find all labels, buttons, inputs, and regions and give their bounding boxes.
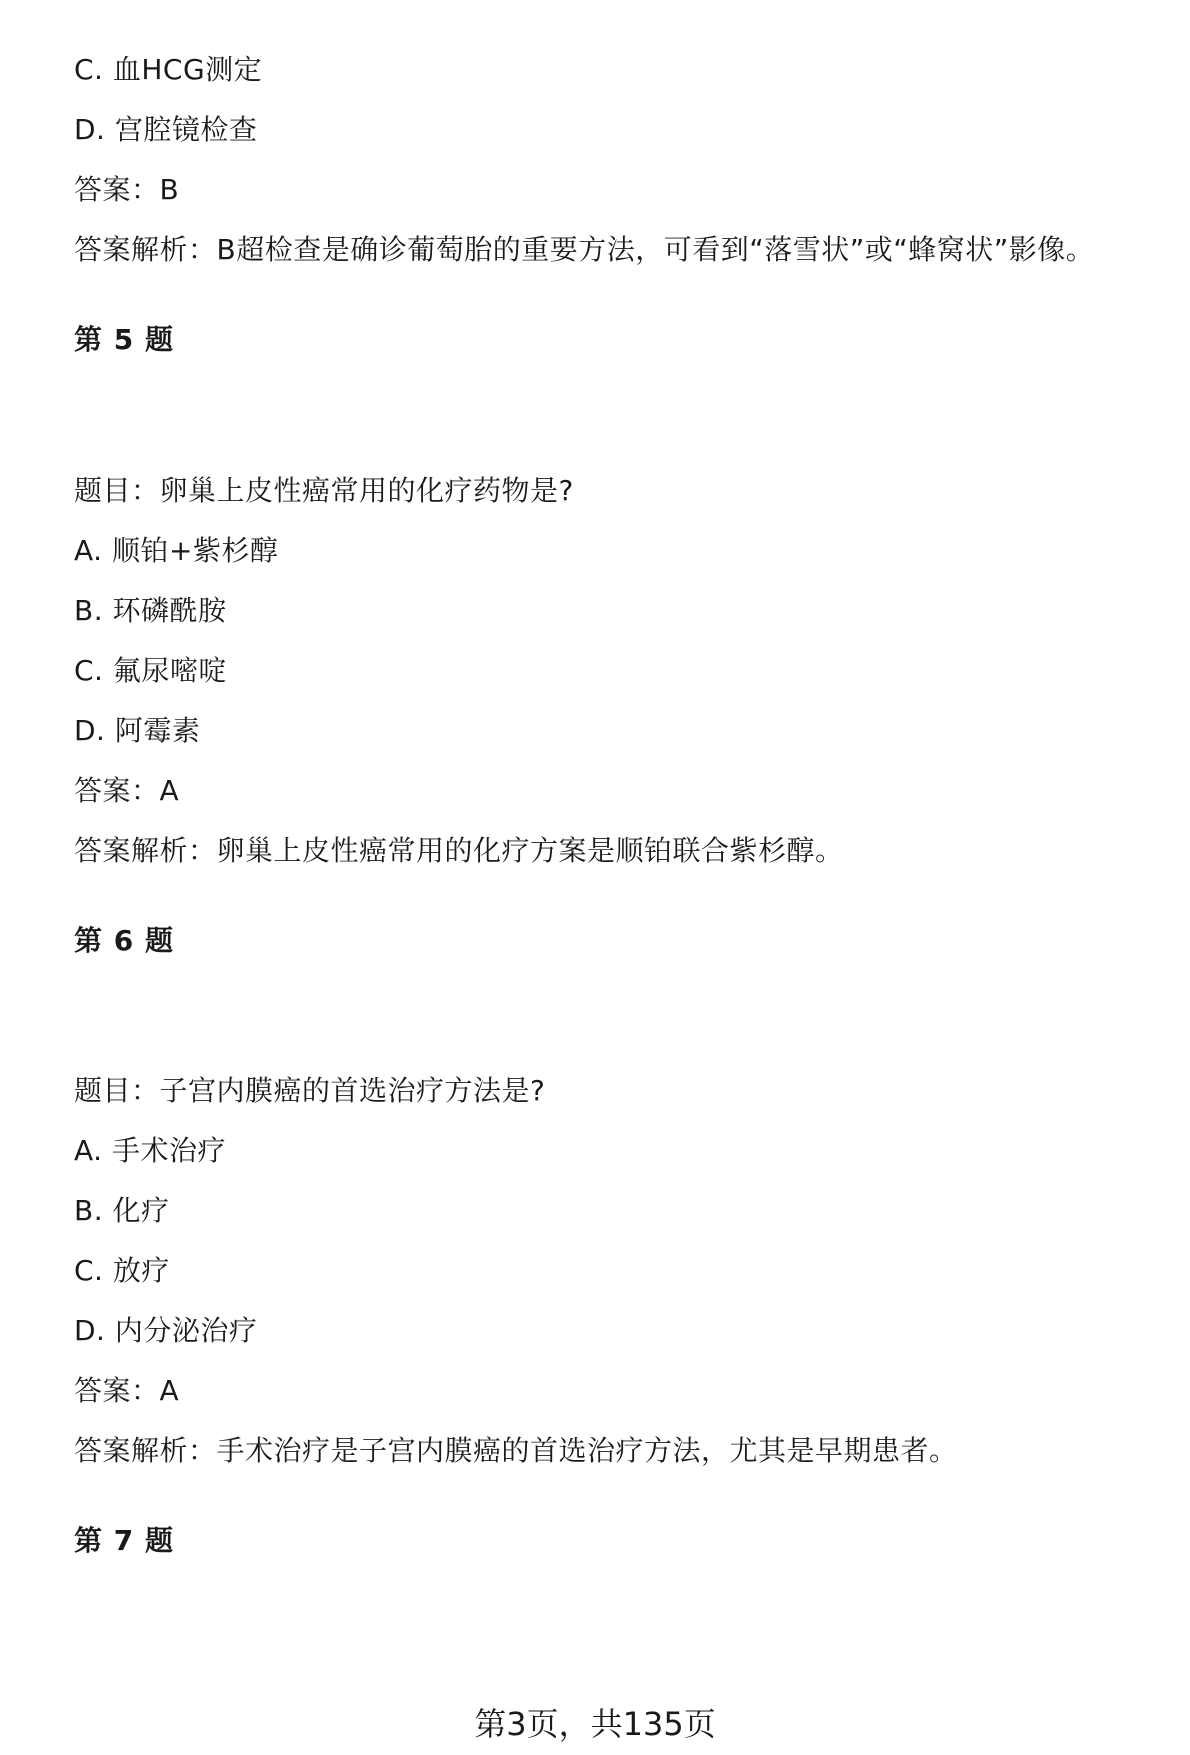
q5-option-b: B. 环磷酰胺 (74, 594, 227, 627)
q5-question: 题目：卵巢上皮性癌常用的化疗药物是? (74, 474, 574, 507)
q4-answer: 答案：B (74, 173, 180, 206)
q5-answer: 答案：A (74, 774, 180, 807)
q6-answer: 答案：A (74, 1374, 180, 1407)
q6-option-c: C. 放疗 (74, 1254, 170, 1287)
q5-option-c: C. 氟尿嘧啶 (74, 654, 227, 687)
q6-option-b: B. 化疗 (74, 1194, 170, 1227)
q5-option-a: A. 顺铂+紫杉醇 (74, 534, 279, 567)
q5-analysis: 答案解析：卵巢上皮性癌常用的化疗方案是顺铂联合紫杉醇。 (74, 834, 844, 867)
q6-analysis: 答案解析：手术治疗是子宫内膜癌的首选治疗方法，尤其是早期患者。 (74, 1434, 958, 1467)
q7-heading: 第 7 题 (74, 1524, 174, 1557)
q6-option-a: A. 手术治疗 (74, 1134, 226, 1167)
q4-option-c: C. 血HCG测定 (74, 53, 263, 86)
q6-heading: 第 6 题 (74, 924, 174, 957)
q5-heading: 第 5 题 (74, 323, 174, 356)
q6-option-d: D. 内分泌治疗 (74, 1314, 258, 1347)
q6-question: 题目：子宫内膜癌的首选治疗方法是? (74, 1074, 546, 1107)
q5-option-d: D. 阿霉素 (74, 714, 201, 747)
q4-option-d: D. 宫腔镜检查 (74, 113, 258, 146)
q4-analysis: 答案解析：B超检查是确诊葡萄胎的重要方法，可看到“落雪状”或“蜂窝状”影像。 (74, 233, 1095, 266)
page-number-footer: 第3页，共135页 (474, 1705, 716, 1743)
